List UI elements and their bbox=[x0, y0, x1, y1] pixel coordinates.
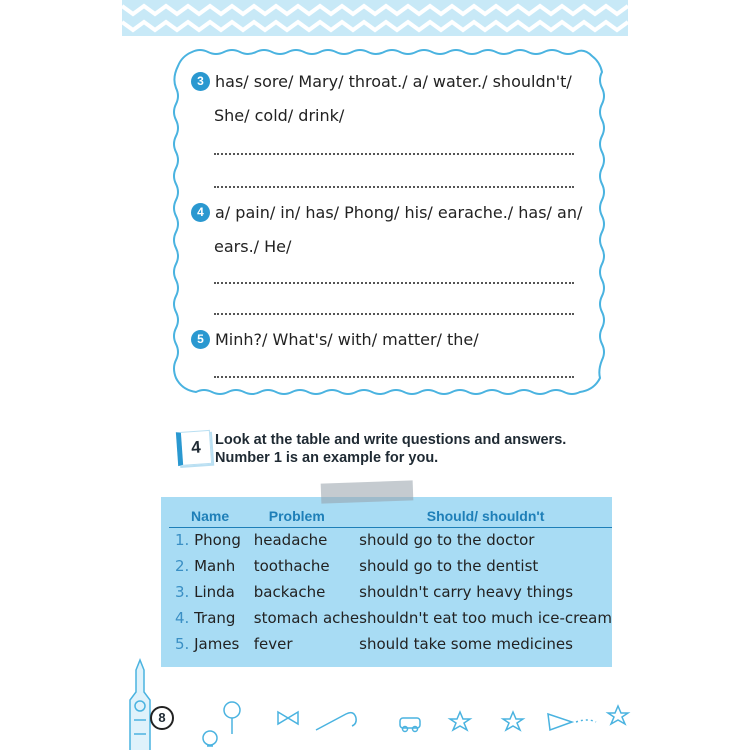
bow-icon bbox=[278, 712, 298, 724]
row-name: Linda bbox=[194, 583, 235, 601]
column-header-advice: Should/ shouldn't bbox=[359, 505, 612, 527]
exercise-4-number: 4 bbox=[176, 430, 212, 466]
table-row bbox=[169, 553, 612, 579]
answer-line[interactable] bbox=[214, 186, 574, 188]
answer-line[interactable] bbox=[214, 282, 574, 284]
scrambled-words-continued: ears./ He/ bbox=[214, 237, 292, 256]
answer-line[interactable] bbox=[214, 376, 574, 378]
row-problem: headache bbox=[253, 531, 328, 550]
instruction-line: Number 1 is an example for you. bbox=[215, 450, 439, 466]
row-name: Trang bbox=[194, 609, 236, 627]
item-number-badge: 3 bbox=[191, 72, 210, 91]
star-icon bbox=[450, 712, 470, 730]
row-advice: should go to the dentist bbox=[359, 557, 539, 575]
row-problem: backache bbox=[253, 583, 326, 601]
table-header-row bbox=[169, 505, 612, 527]
scrambled-words: a/ pain/ in/ has/ Phong/ his/ earache./ has/ an/ bbox=[215, 203, 583, 222]
item-number-badge: 5 bbox=[191, 330, 210, 349]
item-number-badge: 4 bbox=[191, 203, 210, 222]
zigzag-border bbox=[122, 0, 628, 36]
row-number: 3. bbox=[175, 583, 190, 601]
exercise-item-3 bbox=[191, 71, 572, 93]
scrambled-words-continued: She/ cold/ drink/ bbox=[214, 106, 345, 125]
row-number: 1. bbox=[175, 531, 190, 550]
row-number: 5. bbox=[175, 635, 190, 653]
answer-line[interactable] bbox=[214, 153, 574, 155]
row-number: 4. bbox=[175, 609, 190, 627]
star-icon bbox=[503, 712, 523, 730]
row-advice: should go to the doctor bbox=[359, 531, 535, 550]
footer-doodles bbox=[120, 630, 640, 750]
row-problem: toothache bbox=[253, 557, 330, 575]
car-icon bbox=[400, 718, 420, 732]
exercise-item-4 bbox=[191, 202, 582, 224]
row-problem: fever bbox=[253, 635, 293, 653]
exercise-item-5 bbox=[191, 329, 479, 351]
star-icon bbox=[608, 706, 628, 724]
big-ben-tower-icon bbox=[130, 660, 150, 750]
row-name: Manh bbox=[194, 557, 236, 575]
paper-plane-icon bbox=[548, 714, 596, 730]
magnifier-icon bbox=[224, 702, 240, 734]
row-problem: stomach ache bbox=[253, 609, 360, 627]
tape-decoration bbox=[321, 480, 414, 503]
row-name: Phong bbox=[194, 531, 241, 550]
instruction-line: Look at the table and write questions and answers. bbox=[215, 432, 567, 448]
column-header-name: Name bbox=[169, 505, 254, 527]
exercise-4-instruction bbox=[215, 431, 566, 467]
table-row bbox=[169, 527, 612, 553]
scrambled-words: has/ sore/ Mary/ throat./ a/ water./ shouldn't/ bbox=[215, 72, 572, 91]
answer-line[interactable] bbox=[214, 313, 574, 315]
table-row bbox=[169, 579, 612, 605]
scrambled-words: Minh?/ What's/ with/ matter/ the/ bbox=[215, 330, 479, 349]
row-name: James bbox=[194, 635, 240, 653]
row-advice: shouldn't carry heavy things bbox=[359, 583, 574, 601]
row-advice: should take some medicines bbox=[359, 635, 573, 653]
table-row bbox=[169, 605, 612, 631]
column-header-problem: Problem bbox=[254, 505, 359, 527]
row-number: 2. bbox=[175, 557, 190, 575]
candy-cane-icon bbox=[316, 713, 356, 730]
row-advice: shouldn't eat too much ice-cream bbox=[359, 609, 612, 627]
lightbulb-icon bbox=[203, 731, 217, 746]
page-number: 8 bbox=[150, 706, 174, 730]
